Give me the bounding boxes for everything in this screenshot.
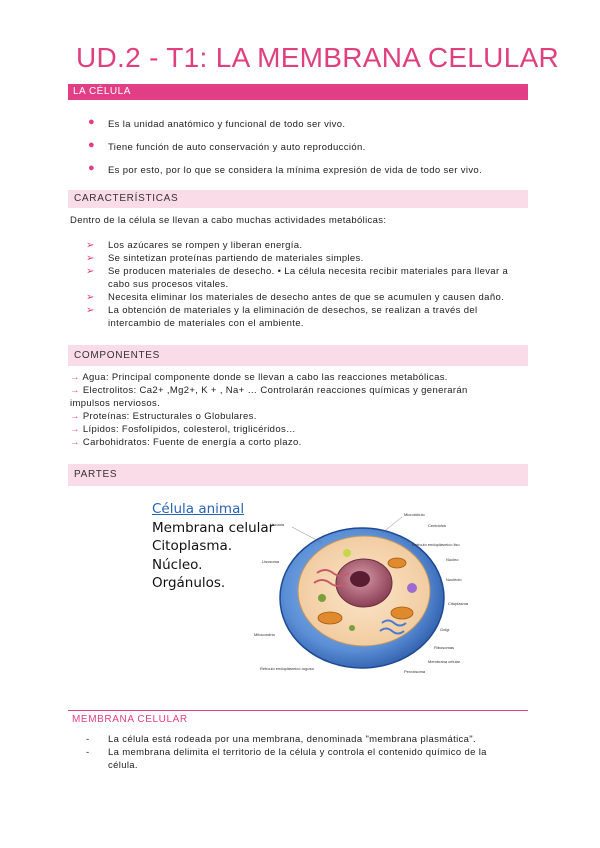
label-centriolos: Centriolos [428,523,447,528]
label-reticulo-rugoso: Retículo endoplásmico rugoso [260,666,314,671]
arrow-icon: ➢ [86,305,95,316]
label-membrana: Membrana celular [428,659,461,664]
label-microtubulo: Microtúbulo [404,512,425,517]
legend-title: Célula animal [152,501,245,517]
label-vacuola: Vacuola [270,522,285,527]
arrow-icon: ➢ [86,253,95,264]
section-heading-caracteristicas: CARACTERÍSTICAS [68,190,528,208]
list-item: ➢ La obtención de materiales y la eliminación de desechos, se realizan a través del intercambio de materiales con el ambiente. [86,305,478,329]
list-item: ➢ Se producen materiales de desecho. • La célula necesita recibir materiales para llevar a cabo sus procesos vitales. [86,266,509,290]
caracteristicas-list [86,239,526,330]
label-golgi: Golgi [440,627,450,632]
label-nucleo: Núcleo [446,557,459,562]
section-heading-celula: LA CÉLULA [68,84,528,100]
label-lisosoma: Lisosoma [262,559,280,564]
caracteristicas-intro: Dentro de la célula se llevan a cabo muchas actividades metabólicas: [70,215,387,226]
list-item: → Electrolitos: Ca2+ ,Mg2+, K + , Na+ … Controlarán reacciones químicas y generarán impulsos nerviosos. [70,385,468,409]
list-item: → Carbohidratos: Fuente de energía a corto plazo. [70,437,302,448]
list-item: ● Es por esto, por lo que se considera la mínima expresión de vida de todo ser vivo. [88,162,483,176]
list-item: → Agua: Principal componente donde se llevan a cabo las reacciones metabólicas. [70,372,448,383]
arrow-icon: → [70,385,80,396]
arrow-icon: → [70,411,80,422]
legend-item: Citoplasma. [152,538,233,554]
label-ribosomas: Ribosomas [434,645,455,650]
bullet-icon: ● [88,139,95,151]
arrow-icon: ➢ [86,240,95,251]
section-divider [68,710,528,711]
componentes-list [70,371,510,449]
arrow-icon: ➢ [86,292,95,303]
arrow-icon: → [70,372,80,383]
list-item: → Proteínas: Estructurales o Globulares. [70,411,257,422]
animal-cell-diagram [252,503,482,683]
list-item: - La célula está rodeada por una membrana, denominada "membrana plasmática". [86,734,476,745]
bullet-icon: ● [88,116,95,128]
list-item: ➢ Necesita eliminar los materiales de desecho antes de que se acumulen y causen daño. [86,292,505,303]
list-item: ➢ Los azúcares se rompen y liberan energía. [86,240,303,251]
dash-icon: - [86,734,90,745]
page-title: UD.2 - T1: LA MEMBRANA CELULAR [76,42,560,73]
arrow-icon: ➢ [86,266,95,277]
legend-item: Núcleo. [152,556,203,573]
label-citoplasma: Citoplasma [448,601,469,606]
membrana-list [86,733,506,772]
label-nucleolo: Nucléolo [446,577,462,582]
section-heading-partes: PARTES [68,464,528,486]
list-item: ➢ Se sintetizan proteínas partiendo de materiales simples. [86,253,364,264]
legend-item: Membrana celular [152,519,275,536]
arrow-icon: → [70,424,80,435]
arrow-icon: → [70,437,80,448]
section-heading-membrana: MEMBRANA CELULAR [72,714,188,725]
label-peroxisoma: Peroxisoma [404,669,426,674]
dash-icon: - [86,747,90,758]
celula-list [88,118,482,187]
list-item: ● Es la unidad anatómico y funcional de todo ser vivo. [88,116,346,130]
section-heading-componentes: COMPONENTES [68,345,528,366]
bullet-icon: ● [88,162,95,174]
list-item: → Lípidos: Fosfolípidos, colesterol, triglicéridos… [70,424,296,435]
legend-item: Orgánulos. [152,575,226,591]
list-item: ● Tiene función de auto conservación y auto reproducción. [88,139,366,153]
label-reticulo-liso: Retículo endoplásmico liso [412,542,460,547]
list-item: - La membrana delimita el territorio de la célula y controla el contenido químico de la célula. [86,747,487,771]
label-mitocondria: Mitocondria [254,632,275,637]
